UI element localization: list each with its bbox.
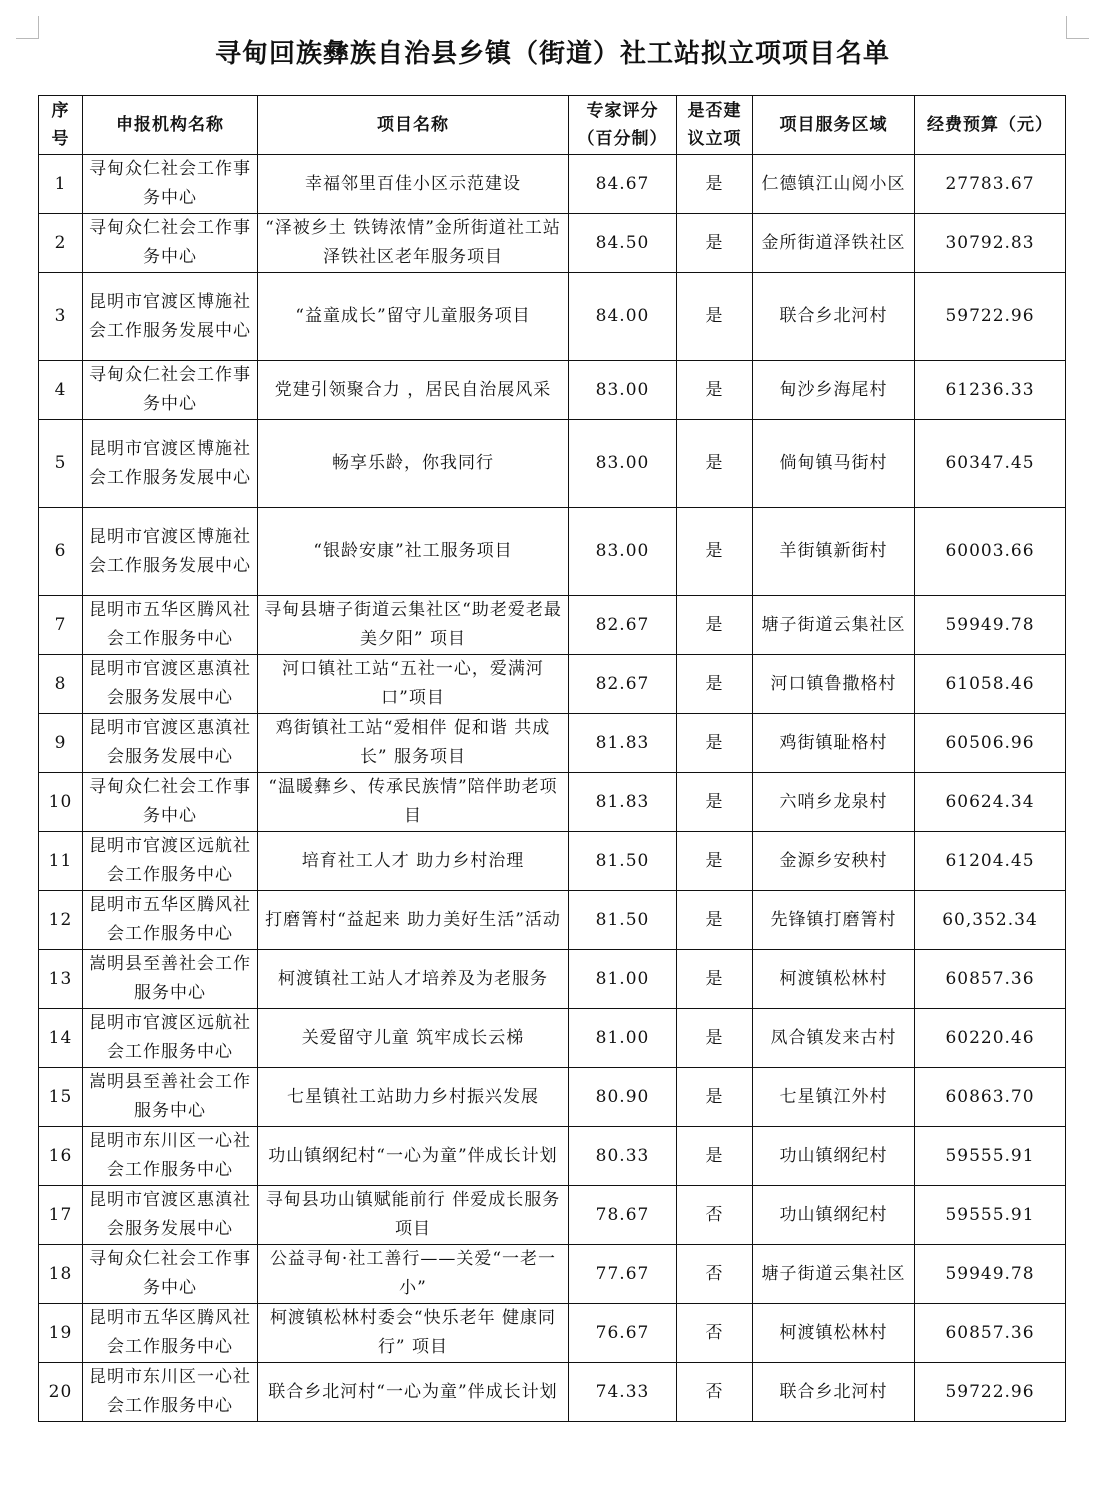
table-row [39,714,1066,773]
cell-no: 11 [39,832,83,891]
cell-budget: 61236.33 [915,361,1066,420]
table-row [39,214,1066,273]
cell-project: 关爱留守儿童 筑牢成长云梯 [258,1009,569,1068]
cell-org: 昆明市东川区一心社会工作服务中心 [83,1363,258,1422]
cell-score: 80.90 [569,1068,677,1127]
cell-budget: 61058.46 [915,655,1066,714]
table-row [39,1304,1066,1363]
cell-area: 倘甸镇马街村 [753,420,915,508]
table-row [39,508,1066,596]
cell-org: 昆明市官渡区博施社会工作服务发展中心 [83,420,258,508]
cell-score: 80.33 [569,1127,677,1186]
cell-budget: 60863.70 [915,1068,1066,1127]
cell-area: 羊街镇新街村 [753,508,915,596]
project-list-table [38,95,1066,1422]
cell-org: 昆明市官渡区惠滇社会服务发展中心 [83,1186,258,1245]
cell-approved: 是 [677,273,753,361]
cell-no: 14 [39,1009,83,1068]
header-project: 项目名称 [258,96,569,155]
cell-project: 鸡街镇社工站“爱相伴 促和谐 共成长” 服务项目 [258,714,569,773]
cell-org: 昆明市官渡区远航社会工作服务中心 [83,832,258,891]
cell-org: 嵩明县至善社会工作服务中心 [83,1068,258,1127]
cell-score: 81.00 [569,950,677,1009]
cell-budget: 30792.83 [915,214,1066,273]
cell-no: 7 [39,596,83,655]
cell-no: 8 [39,655,83,714]
header-area: 项目服务区域 [753,96,915,155]
table-row [39,1009,1066,1068]
cell-approved: 否 [677,1245,753,1304]
cell-area: 柯渡镇松林村 [753,1304,915,1363]
cell-org: 寻甸众仁社会工作事务中心 [83,214,258,273]
cell-org: 寻甸众仁社会工作事务中心 [83,155,258,214]
cell-project: “泽被乡土 铁铸浓情”金所街道社工站泽铁社区老年服务项目 [258,214,569,273]
cell-approved: 是 [677,950,753,1009]
cell-score: 81.83 [569,714,677,773]
table-header-row [39,96,1066,155]
cell-score: 81.00 [569,1009,677,1068]
cell-budget: 59949.78 [915,1245,1066,1304]
cell-approved: 是 [677,420,753,508]
cell-no: 12 [39,891,83,950]
table-row [39,1186,1066,1245]
cell-org: 昆明市五华区腾风社会工作服务中心 [83,891,258,950]
cell-budget: 60624.34 [915,773,1066,832]
cell-org: 寻甸众仁社会工作事务中心 [83,1245,258,1304]
cell-approved: 是 [677,773,753,832]
cell-score: 84.50 [569,214,677,273]
cell-project: “益童成长”留守儿童服务项目 [258,273,569,361]
cell-org: 昆明市官渡区惠滇社会服务发展中心 [83,714,258,773]
cell-score: 84.67 [569,155,677,214]
cell-area: 仁德镇江山阅小区 [753,155,915,214]
table-row [39,1127,1066,1186]
cell-area: 甸沙乡海尾村 [753,361,915,420]
header-org: 申报机构名称 [83,96,258,155]
cell-score: 82.67 [569,596,677,655]
cell-org: 寻甸众仁社会工作事务中心 [83,773,258,832]
cell-area: 河口镇鲁撒格村 [753,655,915,714]
cell-score: 83.00 [569,420,677,508]
cell-no: 19 [39,1304,83,1363]
cell-org: 昆明市官渡区远航社会工作服务中心 [83,1009,258,1068]
table-row [39,773,1066,832]
page-title: 寻甸回族彝族自治县乡镇（街道）社工站拟立项项目名单 [214,39,890,69]
cell-project: 七星镇社工站助力乡村振兴发展 [258,1068,569,1127]
cell-org: 昆明市官渡区博施社会工作服务发展中心 [83,273,258,361]
cell-project: 公益寻甸·社工善行——关爱“一老一小” [258,1245,569,1304]
cell-project: 河口镇社工站“五社一心，爱满河口”项目 [258,655,569,714]
cell-area: 七星镇江外村 [753,1068,915,1127]
cell-budget: 60,352.34 [915,891,1066,950]
cell-score: 81.50 [569,832,677,891]
cell-project: 功山镇纲纪村“一心为童”伴成长计划 [258,1127,569,1186]
cell-area: 塘子街道云集社区 [753,596,915,655]
cell-no: 5 [39,420,83,508]
header-budget: 经费预算（元） [915,96,1066,155]
cell-approved: 是 [677,596,753,655]
cell-score: 82.67 [569,655,677,714]
table-row [39,950,1066,1009]
cell-area: 联合乡北河村 [753,1363,915,1422]
cell-project: 柯渡镇社工站人才培养及为老服务 [258,950,569,1009]
cell-budget: 59722.96 [915,1363,1066,1422]
cell-project: 打磨箐村“益起来 助力美好生活”活动 [258,891,569,950]
cell-no: 10 [39,773,83,832]
table-row [39,1245,1066,1304]
cell-org: 嵩明县至善社会工作服务中心 [83,950,258,1009]
cell-budget: 59949.78 [915,596,1066,655]
cell-area: 金所街道泽铁社区 [753,214,915,273]
cell-score: 78.67 [569,1186,677,1245]
cell-budget: 60220.46 [915,1009,1066,1068]
cell-approved: 是 [677,891,753,950]
cell-approved: 是 [677,155,753,214]
cell-no: 20 [39,1363,83,1422]
cell-area: 联合乡北河村 [753,273,915,361]
cell-area: 功山镇纲纪村 [753,1186,915,1245]
cell-project: 寻甸县塘子街道云集社区“助老爱老最美夕阳” 项目 [258,596,569,655]
cell-score: 83.00 [569,361,677,420]
cell-no: 15 [39,1068,83,1127]
cell-no: 4 [39,361,83,420]
cell-budget: 59555.91 [915,1186,1066,1245]
cell-project: 柯渡镇松林村委会“快乐老年 健康同行” 项目 [258,1304,569,1363]
cell-area: 六哨乡龙泉村 [753,773,915,832]
cell-project: 幸福邻里百佳小区示范建设 [258,155,569,214]
cell-approved: 否 [677,1304,753,1363]
cell-score: 81.83 [569,773,677,832]
cell-area: 塘子街道云集社区 [753,1245,915,1304]
cell-project: “银龄安康”社工服务项目 [258,508,569,596]
cell-no: 16 [39,1127,83,1186]
cell-budget: 60506.96 [915,714,1066,773]
cell-budget: 59555.91 [915,1127,1066,1186]
cell-budget: 60347.45 [915,420,1066,508]
cell-area: 先锋镇打磨箐村 [753,891,915,950]
table-row [39,832,1066,891]
cell-no: 6 [39,508,83,596]
cell-org: 昆明市东川区一心社会工作服务中心 [83,1127,258,1186]
cell-approved: 是 [677,1009,753,1068]
cell-approved: 是 [677,361,753,420]
cell-project: 畅享乐龄，你我同行 [258,420,569,508]
cell-project: 党建引领聚合力 ，居民自治展风采 [258,361,569,420]
table-row [39,1363,1066,1422]
cell-score: 76.67 [569,1304,677,1363]
cell-org: 昆明市五华区腾风社会工作服务中心 [83,596,258,655]
cell-org: 昆明市官渡区惠滇社会服务发展中心 [83,655,258,714]
cell-budget: 60857.36 [915,950,1066,1009]
table-row [39,891,1066,950]
cell-area: 功山镇纲纪村 [753,1127,915,1186]
cell-approved: 是 [677,508,753,596]
cell-no: 1 [39,155,83,214]
table-row [39,273,1066,361]
cell-project: 寻甸县功山镇赋能前行 伴爱成长服务项目 [258,1186,569,1245]
cell-budget: 27783.67 [915,155,1066,214]
cell-score: 83.00 [569,508,677,596]
cell-project: 联合乡北河村“一心为童”伴成长计划 [258,1363,569,1422]
cell-approved: 是 [677,214,753,273]
cell-no: 17 [39,1186,83,1245]
table-row [39,596,1066,655]
header-no: 序号 [39,96,83,155]
cell-approved: 是 [677,1068,753,1127]
table-row [39,361,1066,420]
header-approved: 是否建议立项 [677,96,753,155]
header-score: 专家评分（百分制） [569,96,677,155]
cell-score: 74.33 [569,1363,677,1422]
table-row [39,420,1066,508]
cell-org: 昆明市官渡区博施社会工作服务发展中心 [83,508,258,596]
cell-no: 13 [39,950,83,1009]
cell-area: 凤合镇发来古村 [753,1009,915,1068]
cell-approved: 是 [677,832,753,891]
cell-score: 81.50 [569,891,677,950]
cell-budget: 60003.66 [915,508,1066,596]
cell-area: 柯渡镇松林村 [753,950,915,1009]
cell-project: 培育社工人才 助力乡村治理 [258,832,569,891]
cell-score: 84.00 [569,273,677,361]
cell-budget: 60857.36 [915,1304,1066,1363]
cell-no: 9 [39,714,83,773]
cell-budget: 61204.45 [915,832,1066,891]
cell-area: 鸡街镇耻格村 [753,714,915,773]
cell-approved: 是 [677,655,753,714]
table-row [39,155,1066,214]
cell-approved: 否 [677,1363,753,1422]
table-row [39,1068,1066,1127]
cell-score: 77.67 [569,1245,677,1304]
cell-approved: 否 [677,1186,753,1245]
cell-approved: 是 [677,1127,753,1186]
cell-area: 金源乡安秧村 [753,832,915,891]
cell-no: 18 [39,1245,83,1304]
cell-budget: 59722.96 [915,273,1066,361]
table-row [39,655,1066,714]
cell-project: “温暖彝乡、传承民族情”陪伴助老项目 [258,773,569,832]
cell-no: 3 [39,273,83,361]
cell-approved: 是 [677,714,753,773]
cell-org: 昆明市五华区腾风社会工作服务中心 [83,1304,258,1363]
cell-no: 2 [39,214,83,273]
cell-org: 寻甸众仁社会工作事务中心 [83,361,258,420]
